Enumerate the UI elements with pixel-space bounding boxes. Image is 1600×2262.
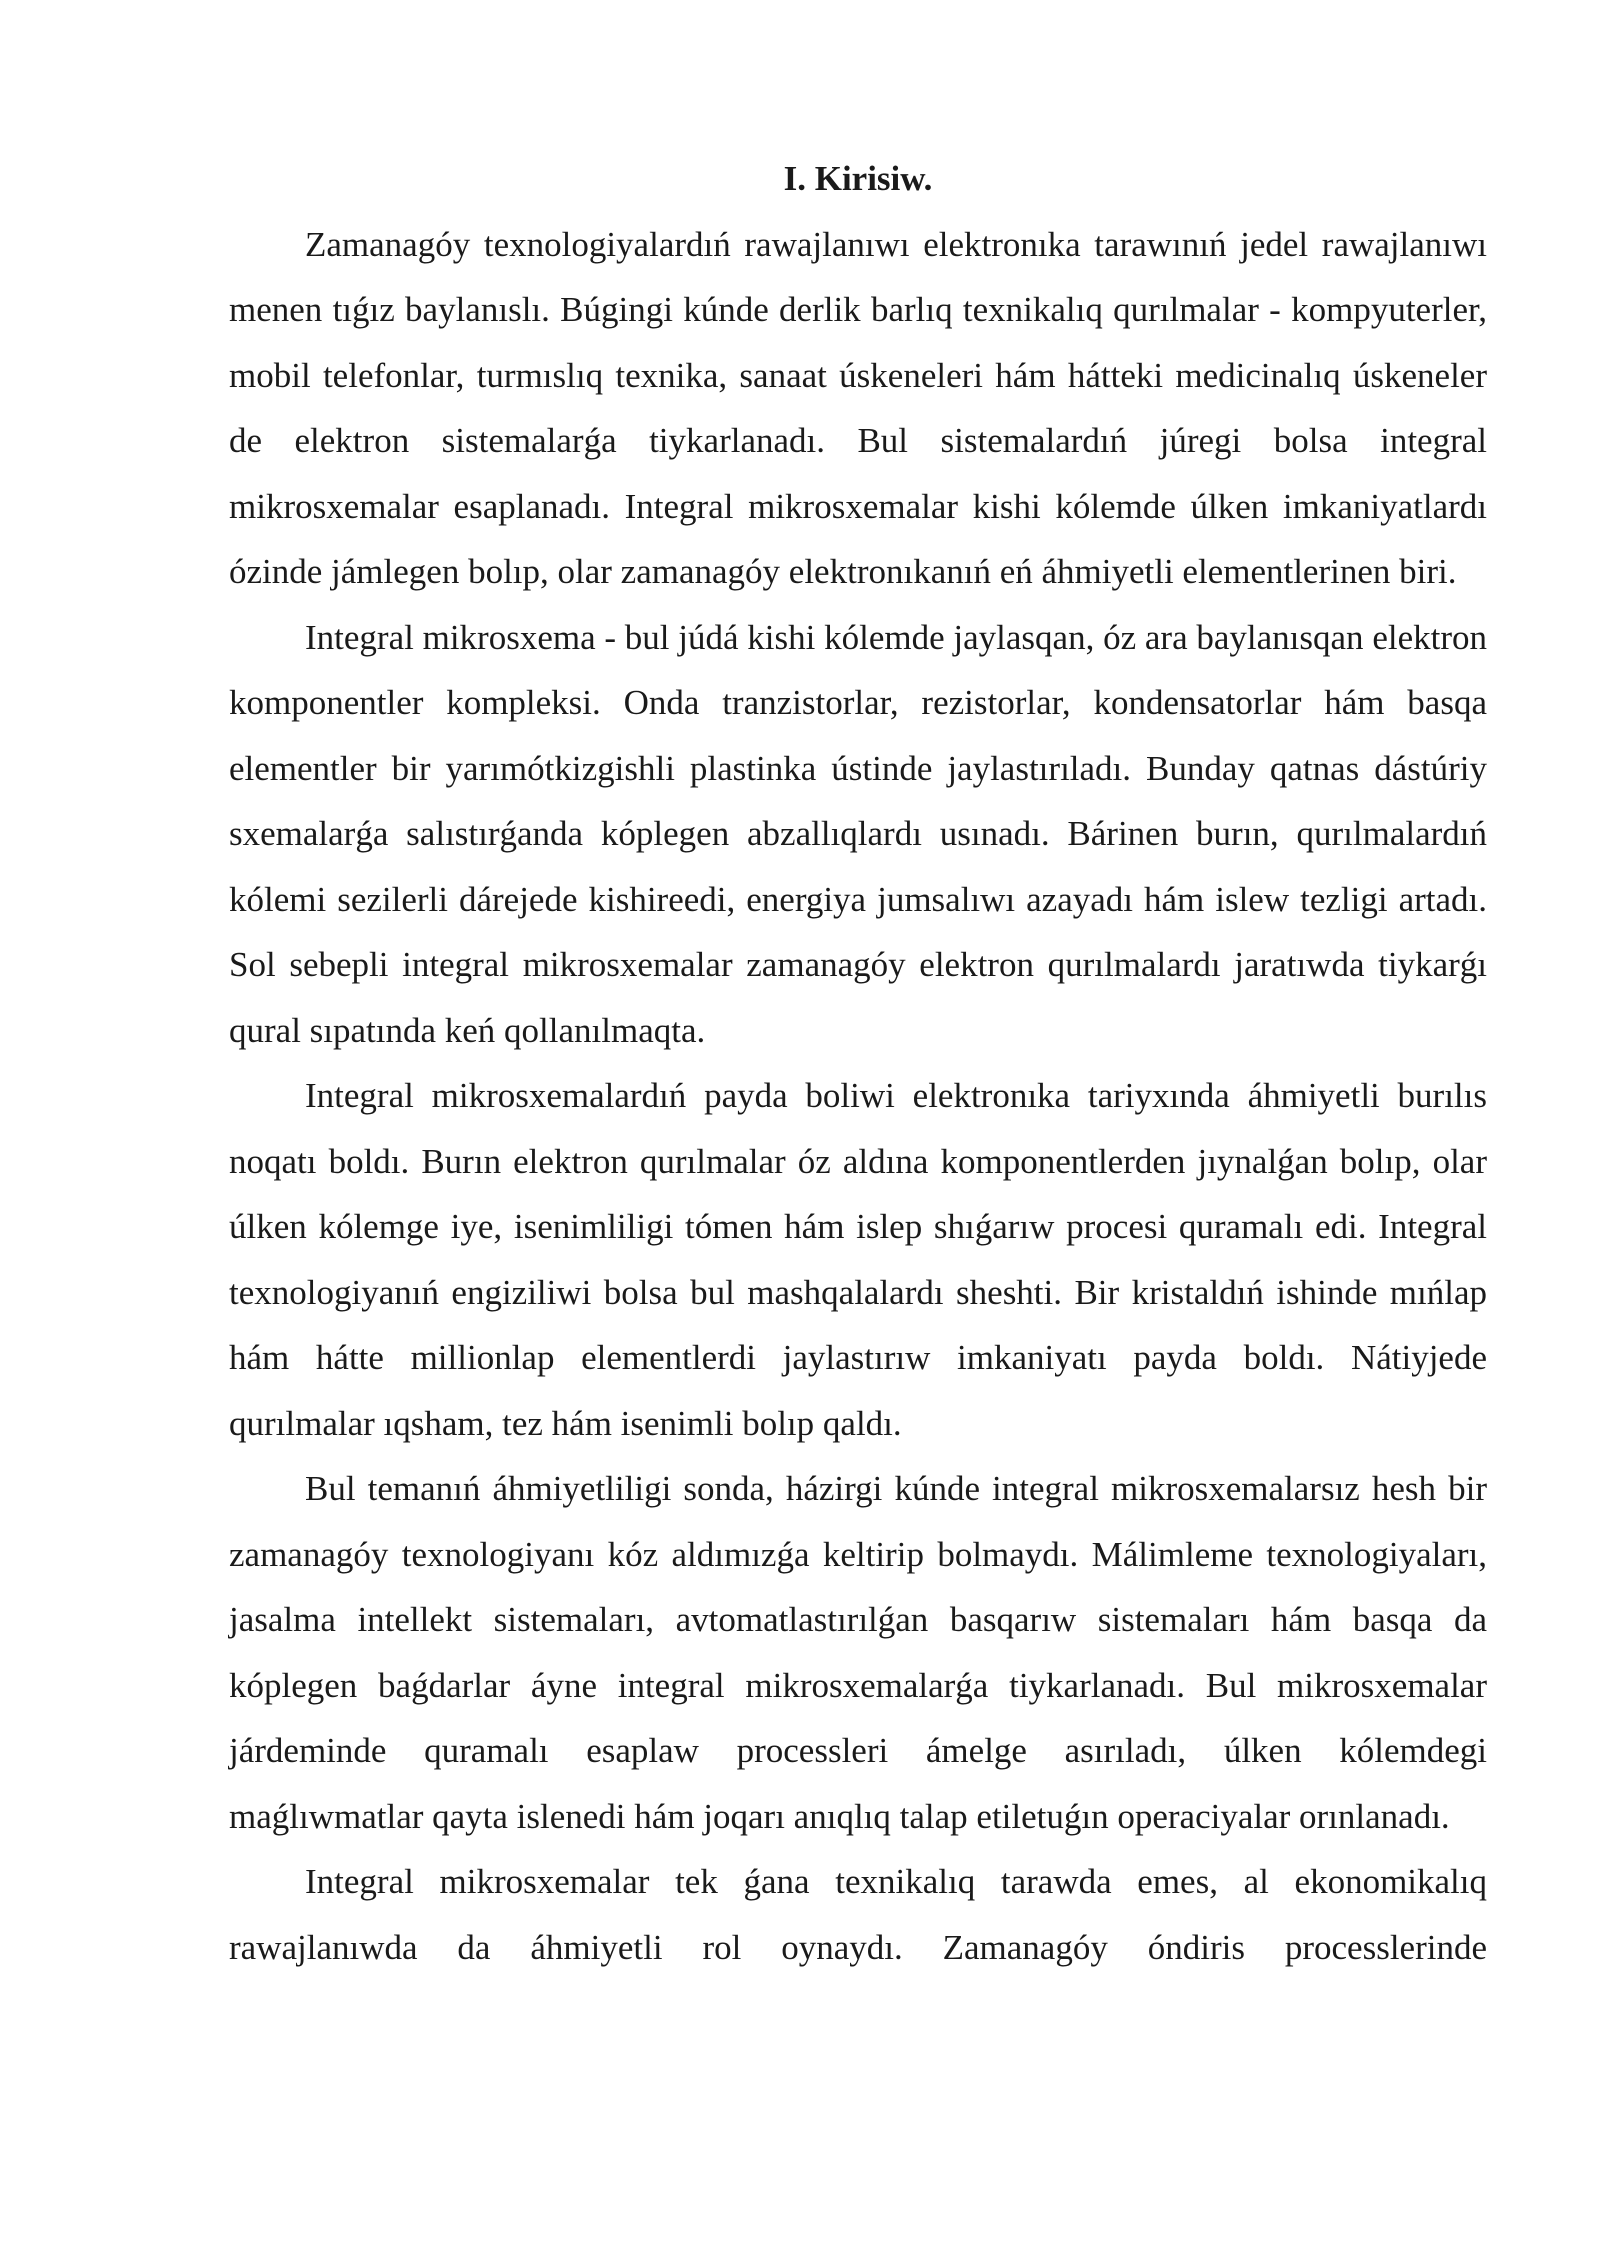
paragraph: Zamanagóy texnologiyalardıń rawajlanıwı elektronıka tarawınıń jedel rawajlanıwı menen tıǵız baylanıslı. Búgingi kúnde derlik barlıq texnikalıq qurılmalar - kompyuterler, mobil telefonlar, turmıslıq texnika, sanaat úskeneleri hám hátteki medicinalıq úskeneler de elektron sistemalarǵa tiykarlanadı. Bul sistemalardıń júregi bolsa integral mikrosxemalar esaplanadı. Integral mikrosxemalar kishi kólemde úlken imkaniyatlardı ózinde jámlegen bolıp, olar zamanagóy elektronıkanıń eń áhmiyetli elementlerinen biri. (229, 224, 1487, 591)
paragraph: Integral mikrosxemalardıń payda boliwi elektronıka tariyxında áhmiyetli burılıs noqatı boldı. Burın elektron qurılmalar óz aldına komponentlerden jıynalǵan bolıp, olar úlken kólemge iye, isenimliligi tómen hám islep shıǵarıw procesi quramalı edi. Integral texnologiyanıń engiziliwi bolsa bul mashqalalardı sheshti. Bir kristaldıń ishinde mıńlap hám hátte millionlap elementlerdi jaylastırıw imkaniyatı payda boldı. Nátiyjede qurılmalar ıqsham, tez hám isenimli bolıp qaldı. (229, 1076, 1487, 1443)
document-body (229, 146, 1487, 1980)
paragraph: Bul temanıń áhmiyetliligi sonda, házirgi kúnde integral mikrosxemalarsız hesh bir zamanagóy texnologiyanı kóz aldımızǵa keltirip bolmaydı. Málimleme texnologiyaları, jasalma intellekt sistemaları, avtomatlastırılǵan basqarıw sistemaları hám basqa da kóplegen baǵdarlar áyne integral mikrosxemalarǵa tiykarlanadı. Bul mikrosxemalar járdeminde quramalı esaplaw processleri ámelge asırıladı, úlken kólemdegi maǵlıwmatlar qayta islenedi hám joqarı anıqlıq talap etiletuǵın operaciyalar orınlanadı. (229, 1469, 1487, 1836)
paragraph: Integral mikrosxema - bul júdá kishi kólemde jaylasqan, óz ara baylanısqan elektron komponentler kompleksi. Onda tranzistorlar, rezistorlar, kondensatorlar hám basqa elementler bir yarımótkizgishli plastinka ústinde jaylastırıladı. Bunday qatnas dástúriy sxemalarǵa salıstırǵanda kóplegen abzallıqlardı usınadı. Bárinen burın, qurılmalardıń kólemi sezilerli dárejede kishireedi, energiya jumsalıwı azayadı hám islew tezligi artadı. Sol sebepli integral mikrosxemalar zamanagóy elektron qurılmalardı jaratıwda tiykarǵı qural sıpatında keń qollanılmaqta. (229, 617, 1487, 1050)
section-heading: I. Kirisiw. (783, 159, 933, 198)
paragraph: Integral mikrosxemalar tek ǵana texnikalıq tarawda emes, al ekonomikalıq rawajlanıwda da áhmiyetli rol oynaydı. Zamanagóy óndiris processlerinde (229, 1862, 1487, 1967)
